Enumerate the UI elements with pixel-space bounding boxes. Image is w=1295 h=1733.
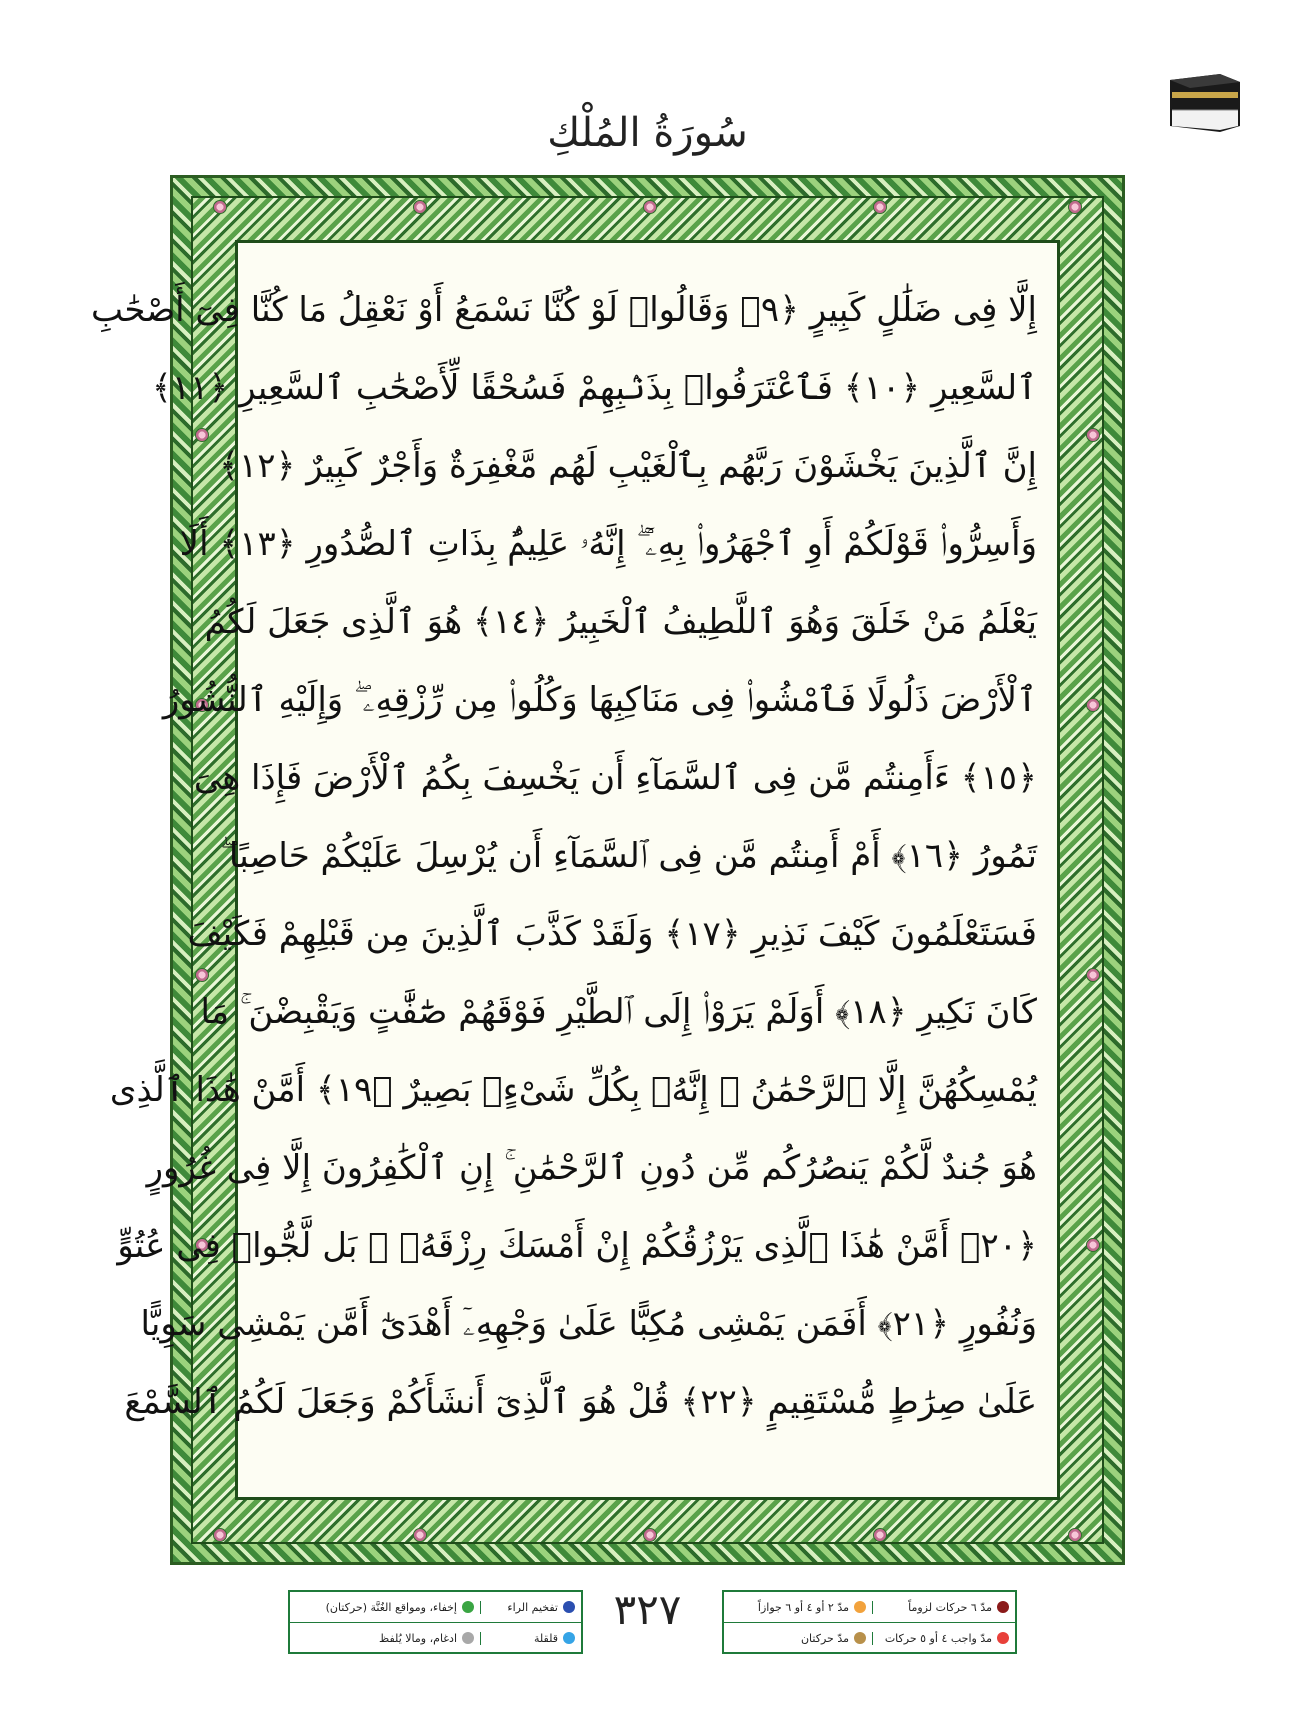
legend-item: مدّ ٢ أو ٤ أو ٦ جوازاً [724,1601,872,1614]
text-line: إِنَّ ٱلَّذِينَ يَخْشَوْنَ رَبَّهُم بِٱلْغَيْبِ لَهُم مَّغْفِرَةٌ وَأَجْرٌ كَبِيرٌ ﴿١٢﴾ [219,446,1037,486]
legend-item: ادغام، ومالا يُلفظ [290,1632,480,1645]
text-line: يُمْسِكُهُنَّ إِلَّا ٱلرَّحْمَٰنُ ۚ إِنَّهُۥ بِكُلِّ شَىْءٍۭ بَصِيرٌ ﴿١٩﴾ أَمَّنْ هَٰذَا ٱلَّذِى [109,1070,1037,1110]
text-line: فَسَتَعْلَمُونَ كَيْفَ نَذِيرِ ﴿١٧﴾ وَلَقَدْ كَذَّبَ ٱلَّذِينَ مِن قَبْلِهِمْ فَكَيْفَ [187,914,1037,954]
text-line: هُوَ جُندٌ لَّكُمْ يَنصُرُكُم مِّن دُونِ ٱلرَّحْمَٰنِ ۚ إِنِ ٱلْكَٰفِرُونَ إِلَّا فِى غُرُورٍ [146,1148,1037,1188]
text-line: ٱلسَّعِيرِ ﴿١٠﴾ فَٱعْتَرَفُوا۟ بِذَنۢبِهِمْ فَسُحْقًا لِّأَصْحَٰبِ ٱلسَّعِيرِ ﴿١١﴾ [151,368,1037,408]
legend-item: قلقلة [480,1632,581,1645]
quran-text-panel [90,240,1060,1500]
page-number: ٣٢٧ [613,1585,682,1634]
text-line: ﴿٢٠﴾ أَمَّنْ هَٰذَا ٱلَّذِى يَرْزُقُكُمْ إِنْ أَمْسَكَ رِزْقَهُۥ ۚ بَل لَّجُّوا۟ فِى عُتُوٍّ [117,1226,1037,1266]
text-line: وَنُفُورٍ ﴿٢١﴾ أَفَمَن يَمْشِى مُكِبًّا عَلَىٰ وَجْهِهِۦٓ أَهْدَىٰٓ أَمَّن يَمْشِى سَوِيًّا [140,1304,1037,1344]
legend-item: مدّ واجب ٤ أو ٥ حركات [872,1632,1015,1645]
text-line: إِلَّا فِى ضَلَٰلٍ كَبِيرٍ ﴿٩﴾ وَقَالُوا۟ لَوْ كُنَّا نَسْمَعُ أَوْ نَعْقِلُ مَا كُنَّا فِىٓ أَصْحَٰبِ [90,290,1037,330]
text-line: عَلَىٰ صِرَٰطٍ مُّسْتَقِيمٍ ﴿٢٢﴾ قُلْ هُوَ ٱلَّذِىٓ أَنشَأَكُمْ وَجَعَلَ لَكُمُ ٱلسَّمْعَ [124,1382,1037,1422]
color-dot-icon [854,1632,866,1644]
text-line: وَأَسِرُّوا۟ قَوْلَكُمْ أَوِ ٱجْهَرُوا۟ بِهِۦٓ ۖ إِنَّهُۥ عَلِيمٌۢ بِذَاتِ ٱلصُّدُورِ ﴿١٣﴾ أَلَا [179,524,1037,564]
color-dot-icon [854,1601,866,1613]
text-line: يَعْلَمُ مَنْ خَلَقَ وَهُوَ ٱللَّطِيفُ ٱلْخَبِيرُ ﴿١٤﴾ هُوَ ٱلَّذِى جَعَلَ لَكُمُ [204,602,1037,642]
text-line: ﴿١٥﴾ ءَأَمِنتُم مَّن فِى ٱلسَّمَآءِ أَن يَخْسِفَ بِكُمُ ٱلْأَرْضَ فَإِذَا هِىَ [193,758,1037,798]
color-dot-icon [563,1601,575,1613]
legend-item: مدّ حركتان [724,1632,872,1645]
text-line: كَانَ نَكِيرِ ﴿١٨﴾ أَوَلَمْ يَرَوْا۟ إِلَى ٱلطَّيْرِ فَوْقَهُمْ صَٰٓفَّٰتٍ وَيَقْبِضْنَ ۚ مَا [200,992,1037,1032]
color-dot-icon [462,1632,474,1644]
text-lines [90,271,1037,1441]
legend-item: إخفاء، ومواقع الغُنَّة (حركتان) [290,1601,480,1614]
color-dot-icon [997,1601,1009,1613]
legend-item: مدّ ٦ حركات لزوماً [872,1601,1015,1614]
color-dot-icon [462,1601,474,1613]
legend-item: تفخيم الراء [480,1601,581,1614]
text-line: ٱلْأَرْضَ ذَلُولًا فَٱمْشُوا۟ فِى مَنَاكِبِهَا وَكُلُوا۟ مِن رِّزْقِهِۦ ۖ وَإِلَيْهِ ٱلنُّشُورُ [162,680,1037,720]
page-border-frame [90,175,1125,1565]
color-dot-icon [563,1632,575,1644]
tajweed-legend-left [288,1590,583,1654]
tajweed-legend-right [722,1590,1017,1654]
surah-title: سُورَةُ المُلْكِ [547,110,748,156]
text-line: تَمُورُ ﴿١٦﴾ أَمْ أَمِنتُم مَّن فِى ٱلسَّمَآءِ أَن يُرْسِلَ عَلَيْكُمْ حَاصِبًا ۖ [220,836,1037,876]
color-dot-icon [997,1632,1009,1644]
